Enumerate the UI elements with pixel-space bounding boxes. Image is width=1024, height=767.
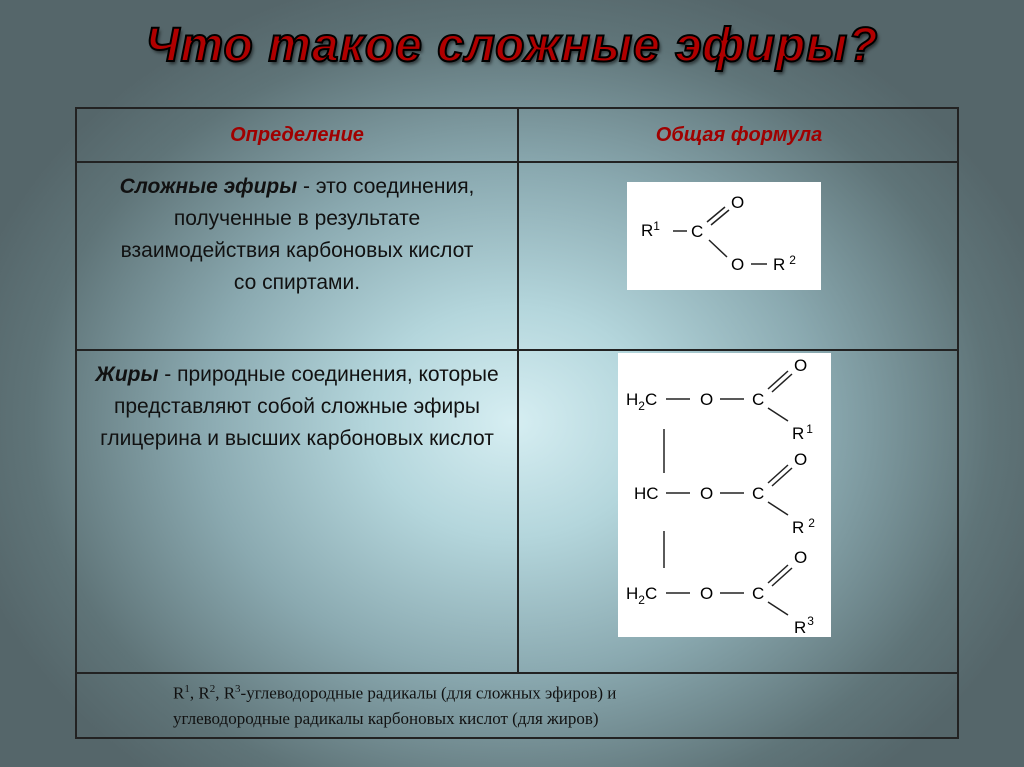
bond-line: [768, 602, 788, 615]
oxygen-label: O: [794, 450, 808, 469]
fat-general-formula: [618, 353, 831, 637]
bond-line: [768, 408, 788, 421]
oxygen-label: O: [794, 548, 808, 567]
double-bond-line: [707, 207, 725, 222]
hc-label: HC: [634, 484, 659, 503]
r2-label: R $^2$: [792, 516, 815, 537]
fat-definition-text: - природные соединения, которые представляют собой сложные эфиры глицерина и высших карбоновых кислот: [100, 363, 499, 450]
carbon-label: C: [752, 484, 765, 503]
triglyceride-structure-diagram: [618, 353, 831, 637]
definitions-table: [75, 107, 959, 739]
h2c-label: $H_2C$: [626, 390, 658, 413]
bond-line: [709, 240, 727, 257]
oxygen-label: O: [700, 584, 714, 603]
slide-title: Что такое сложные эфиры?: [145, 19, 879, 72]
r3-label: $R^3$: [794, 614, 814, 637]
carbon-label: C: [752, 584, 765, 603]
carbon-label: C: [752, 390, 765, 409]
oxygen-single-label: O: [731, 255, 745, 274]
h2c-label: $H_2C$: [626, 584, 658, 607]
fat-term: Жиры: [95, 363, 159, 386]
oxygen-label: O: [700, 390, 714, 409]
bond-line: [768, 502, 788, 515]
ester-general-formula: [627, 182, 821, 290]
fat-definition: [92, 359, 502, 455]
footnote-line1: -углеводородные радикалы (для сложных эфиров) и: [240, 683, 617, 703]
header-formula: Общая формула: [655, 124, 823, 146]
oxygen-label: O: [700, 484, 714, 503]
ester-definition-text: - это соединения, полученные в результате взаимодействия карбоновых кислот со спиртами.: [120, 175, 475, 294]
column-divider: [517, 109, 519, 672]
double-bond-line: [711, 210, 729, 225]
r1-label: $R^1$: [641, 219, 660, 240]
carbon-label: C: [691, 222, 704, 241]
oxygen-label: O: [794, 356, 808, 375]
r2-label: R $^2$: [773, 253, 796, 274]
ester-definition: [107, 171, 487, 299]
oxygen-double-label: O: [731, 193, 745, 212]
radicals-footnote: $R^1$, $R^2$, $R^3$-углеводородные радикалы (для сложных эфиров) и углеводородные радикалы карбоновых кислот (для жиров): [173, 683, 617, 728]
footnote-line2: углеводородные радикалы карбоновых кислот (для жиров): [173, 708, 599, 728]
r1-label: R $^1$: [792, 422, 813, 443]
ester-term: Сложные эфиры: [119, 175, 298, 198]
ester-structure-diagram: [627, 182, 821, 290]
row-divider: [77, 672, 957, 674]
header-definition: Определение: [230, 124, 364, 146]
